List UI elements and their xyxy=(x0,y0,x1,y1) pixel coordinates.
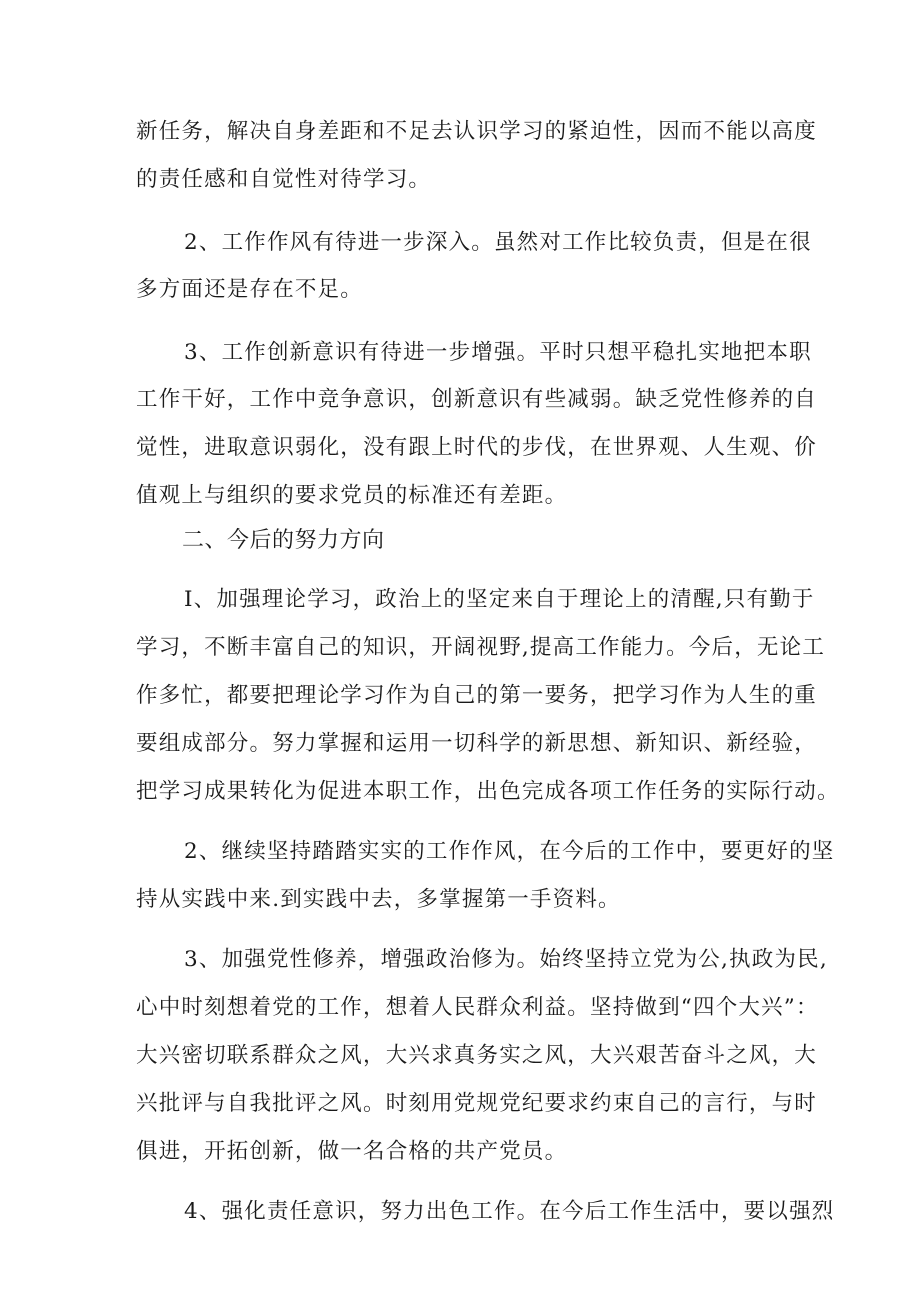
text-line: 俱进，开拓创新，做一名合格的共产党员。 xyxy=(136,1139,568,1164)
text-line: 觉性，进取意识弱化，没有跟上时代的步伐，在世界观、人生观、价 xyxy=(136,435,818,460)
text-line: 3、工作创新意识有待进一步增强。平时只想平稳扎实地把本职 xyxy=(184,340,812,365)
text-line: 工作干好，工作中竞争意识，创新意识有些减弱。缺乏党性修养的自 xyxy=(136,387,818,412)
text-line: 多方面还是存在不足。 xyxy=(136,277,364,302)
text-line: 大兴密切联系群众之风，大兴求真务实之风，大兴艰苦奋斗之风，大 xyxy=(136,1043,818,1068)
text-line: 心中时刻想着党的工作，想着人民群众利益。坚持做到“四个大兴”： xyxy=(136,995,819,1020)
text-line: 的责任感和自觉性对待学习。 xyxy=(136,167,432,192)
text-line: 持从实践中来.到实践中去，多掌握第一手资料。 xyxy=(136,887,621,912)
text-line: 3、加强党性修养，增强政治修为。始终坚持立党为公,执政为民, xyxy=(184,947,828,972)
text-line: 值观上与组织的要求党员的标准还有差距。 xyxy=(136,483,568,508)
text-line: 4、强化责任意识，努力出色工作。在今后工作生活中，要以强烈 xyxy=(184,1199,835,1224)
text-line: 2、继续坚持踏踏实实的工作作风，在今后的工作中，要更好的坚 xyxy=(184,839,835,864)
text-line: I、加强理论学习，政治上的坚定来自于理论上的清醒,只有勤于 xyxy=(184,587,815,612)
text-line: 兴批评与自我批评之风。时刻用党规党纪要求约束自己的言行，与时 xyxy=(136,1091,818,1116)
text-line: 2、工作作风有待进一步深入。虽然对工作比较负责，但是在很 xyxy=(184,230,812,255)
section-heading: 二、今后的努力方向 xyxy=(182,528,385,553)
text-line: 要组成部分。努力掌握和运用一切科学的新思想、新知识、新经验， xyxy=(136,731,818,756)
text-line: 作多忙，都要把理论学习作为自己的第一要务，把学习作为人生的重 xyxy=(136,683,818,708)
text-line: 把学习成果转化为促进本职工作，出色完成各项工作任务的实际行动。 xyxy=(136,779,840,804)
text-line: 新任务，解决自身差距和不足去认识学习的紧迫性，因而不能以高度 xyxy=(136,119,818,144)
text-line: 学习，不断丰富自己的知识，开阔视野,提高工作能力。今后，无论工 xyxy=(136,635,826,660)
